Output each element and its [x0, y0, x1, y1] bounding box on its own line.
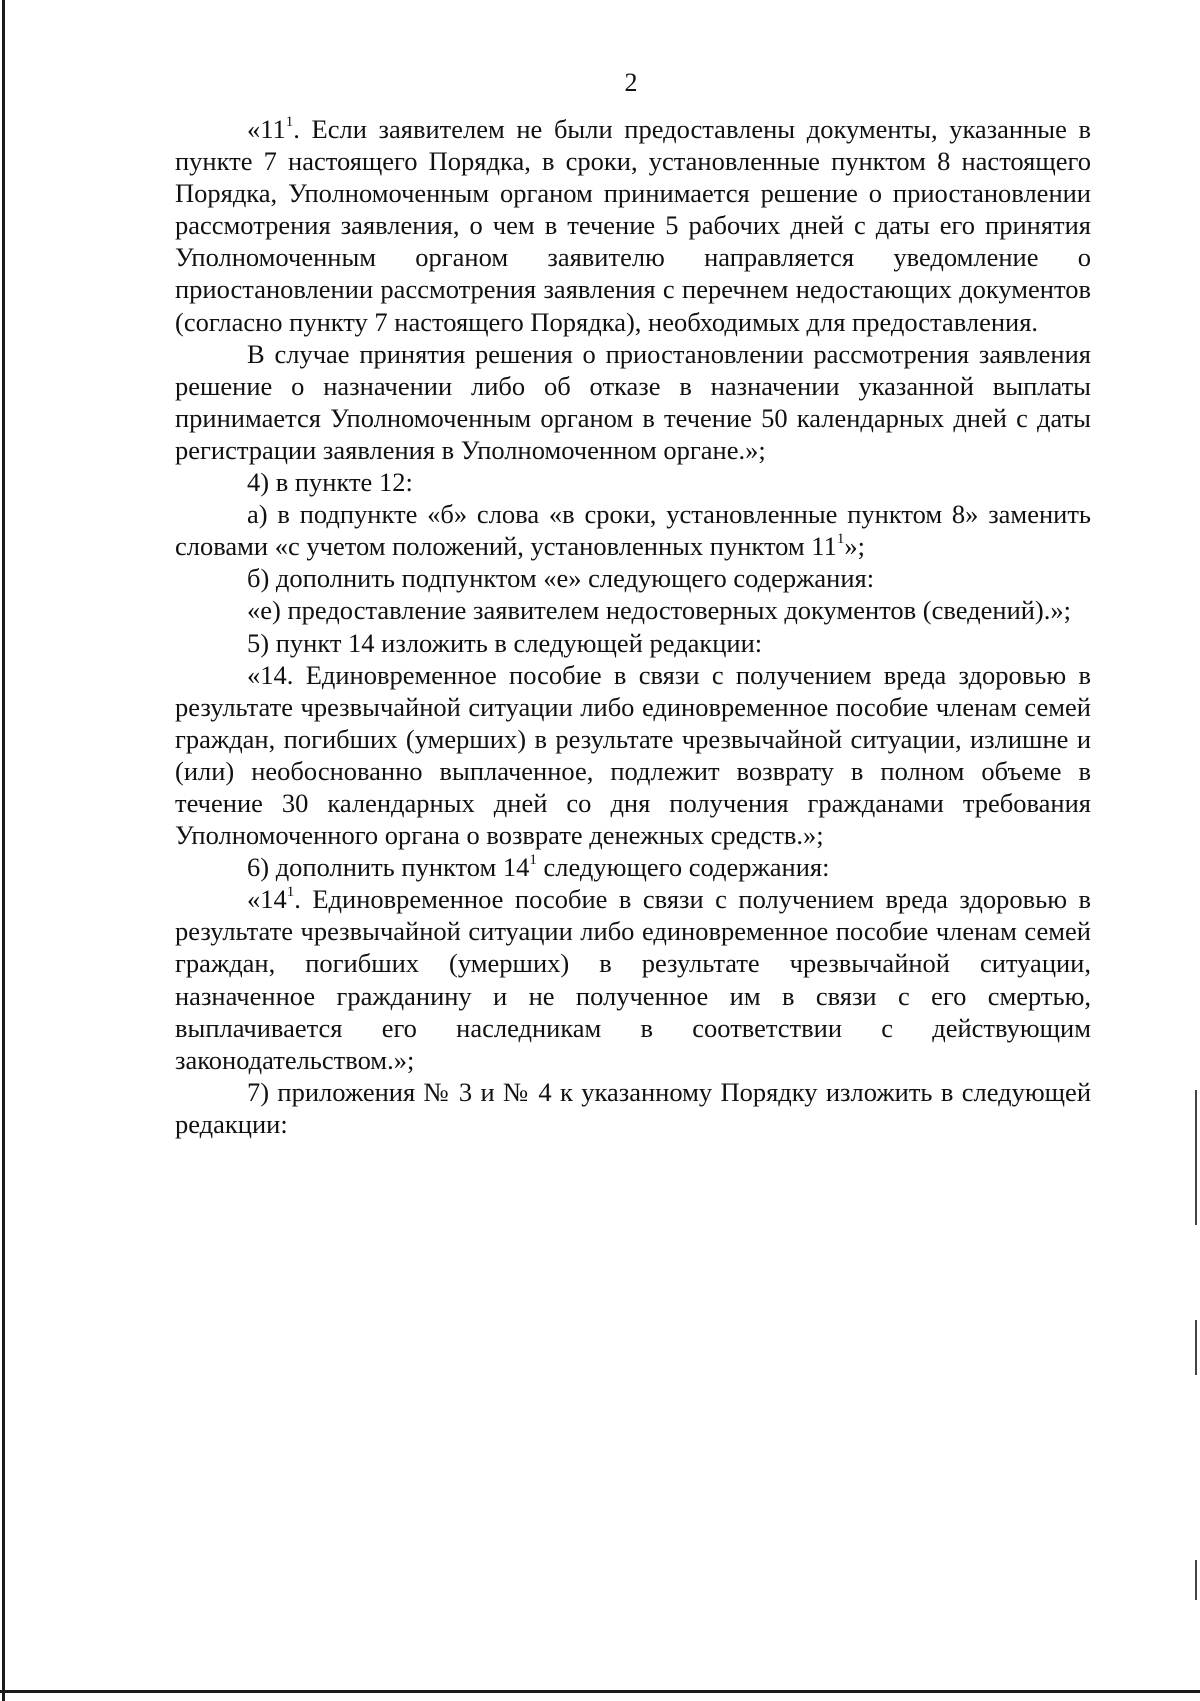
paragraph-text: . Если заявителем не были предоставлены документы, указанные в пункте 7 настоящего Порядка, в сроки, установленные пунктом 8 настоящего Порядка, Уполномоченным органом принимается решение о приостановлении рассмотрения заявления, о чем в течение 5 рабочих дней с даты его принятия Уполномоченным органом заявителю направляется уведомление о приостановлении рассмотрения заявления с перечнем недостающих документов (согласно пункту 7 настоящего Порядка), необходимых для предоставления.: [175, 114, 1091, 337]
document-body: [175, 113, 1091, 1140]
page-number: 2: [624, 68, 638, 97]
paragraph-clause-11-1: [175, 113, 1091, 338]
scan-mark-right: [1195, 1090, 1197, 1225]
superscript: 1: [286, 884, 295, 901]
paragraph-item-4: 4) в пункте 12:: [247, 467, 413, 498]
paragraph-item-4a: [175, 498, 1091, 562]
paragraph-text: «14: [247, 884, 287, 915]
scan-edge-bottom: [0, 1690, 1200, 1693]
paragraph-text: а) в подпункте «б» слова «в сроки, установленные пунктом 8» заменить словами «с учетом положений, установленных пунктом 11: [175, 499, 1091, 562]
paragraph-clause-14: «14. Единовременное пособие в связи с получением вреда здоровью в результате чрезвычайной ситуации либо единовременное пособие членам семей граждан, погибших (умерших) в результате чрезвычайной ситуации, излишне и (или) необоснованно выплаченное, подлежит возврату в полном объеме в течение 30 календарных дней со дня получения гражданами требования Уполномоченного органа о возврате денежных средств.»;: [175, 659, 1091, 851]
superscript: 1: [285, 114, 294, 131]
superscript: 1: [836, 531, 845, 548]
paragraph-text: . Единовременное пособие в связи с получением вреда здоровью в результате чрезвычайной ситуации либо единовременное пособие членам семей граждан, погибших (умерших) в результате чрезвычайной ситуации, назначенное гражданину и не полученное им в связи с его смертью, выплачивается его наследникам в соответствии с действующим законодательством.»;: [175, 884, 1091, 1075]
paragraph-item-6: [175, 851, 1091, 883]
paragraph-item-7: 7) приложения № 3 и № 4 к указанному Порядку изложить в следующей редакции:: [175, 1076, 1091, 1139]
superscript: 1: [529, 852, 537, 869]
scan-edge-left: [2, 0, 5, 1701]
paragraph-text: »;: [844, 531, 865, 562]
paragraph-clause-14-1: [175, 883, 1091, 1076]
paragraph-suspension-decision: В случае принятия решения о приостановлении рассмотрения заявления решение о назначении либо об отказе в назначении указанной выплаты принимается Уполномоченным органом в течение 50 календарных дней с даты регистрации заявления в Уполномоченном органе.»;: [175, 338, 1091, 465]
paragraph-text: 6) дополнить пунктом 14: [247, 852, 530, 883]
scan-mark-right: [1195, 1560, 1197, 1600]
paragraph-text: следующего содержания:: [536, 852, 830, 883]
paragraph-item-5: 5) пункт 14 изложить в следующей редакции:: [247, 627, 763, 658]
paragraph-text: «11: [247, 114, 286, 144]
paragraph-subitem-e: «е) предоставление заявителем недостоверных документов (сведений).»;: [247, 595, 1071, 626]
scan-mark-right: [1195, 1320, 1197, 1375]
paragraph-item-4b: б) дополнить подпунктом «е» следующего содержания:: [247, 563, 875, 594]
